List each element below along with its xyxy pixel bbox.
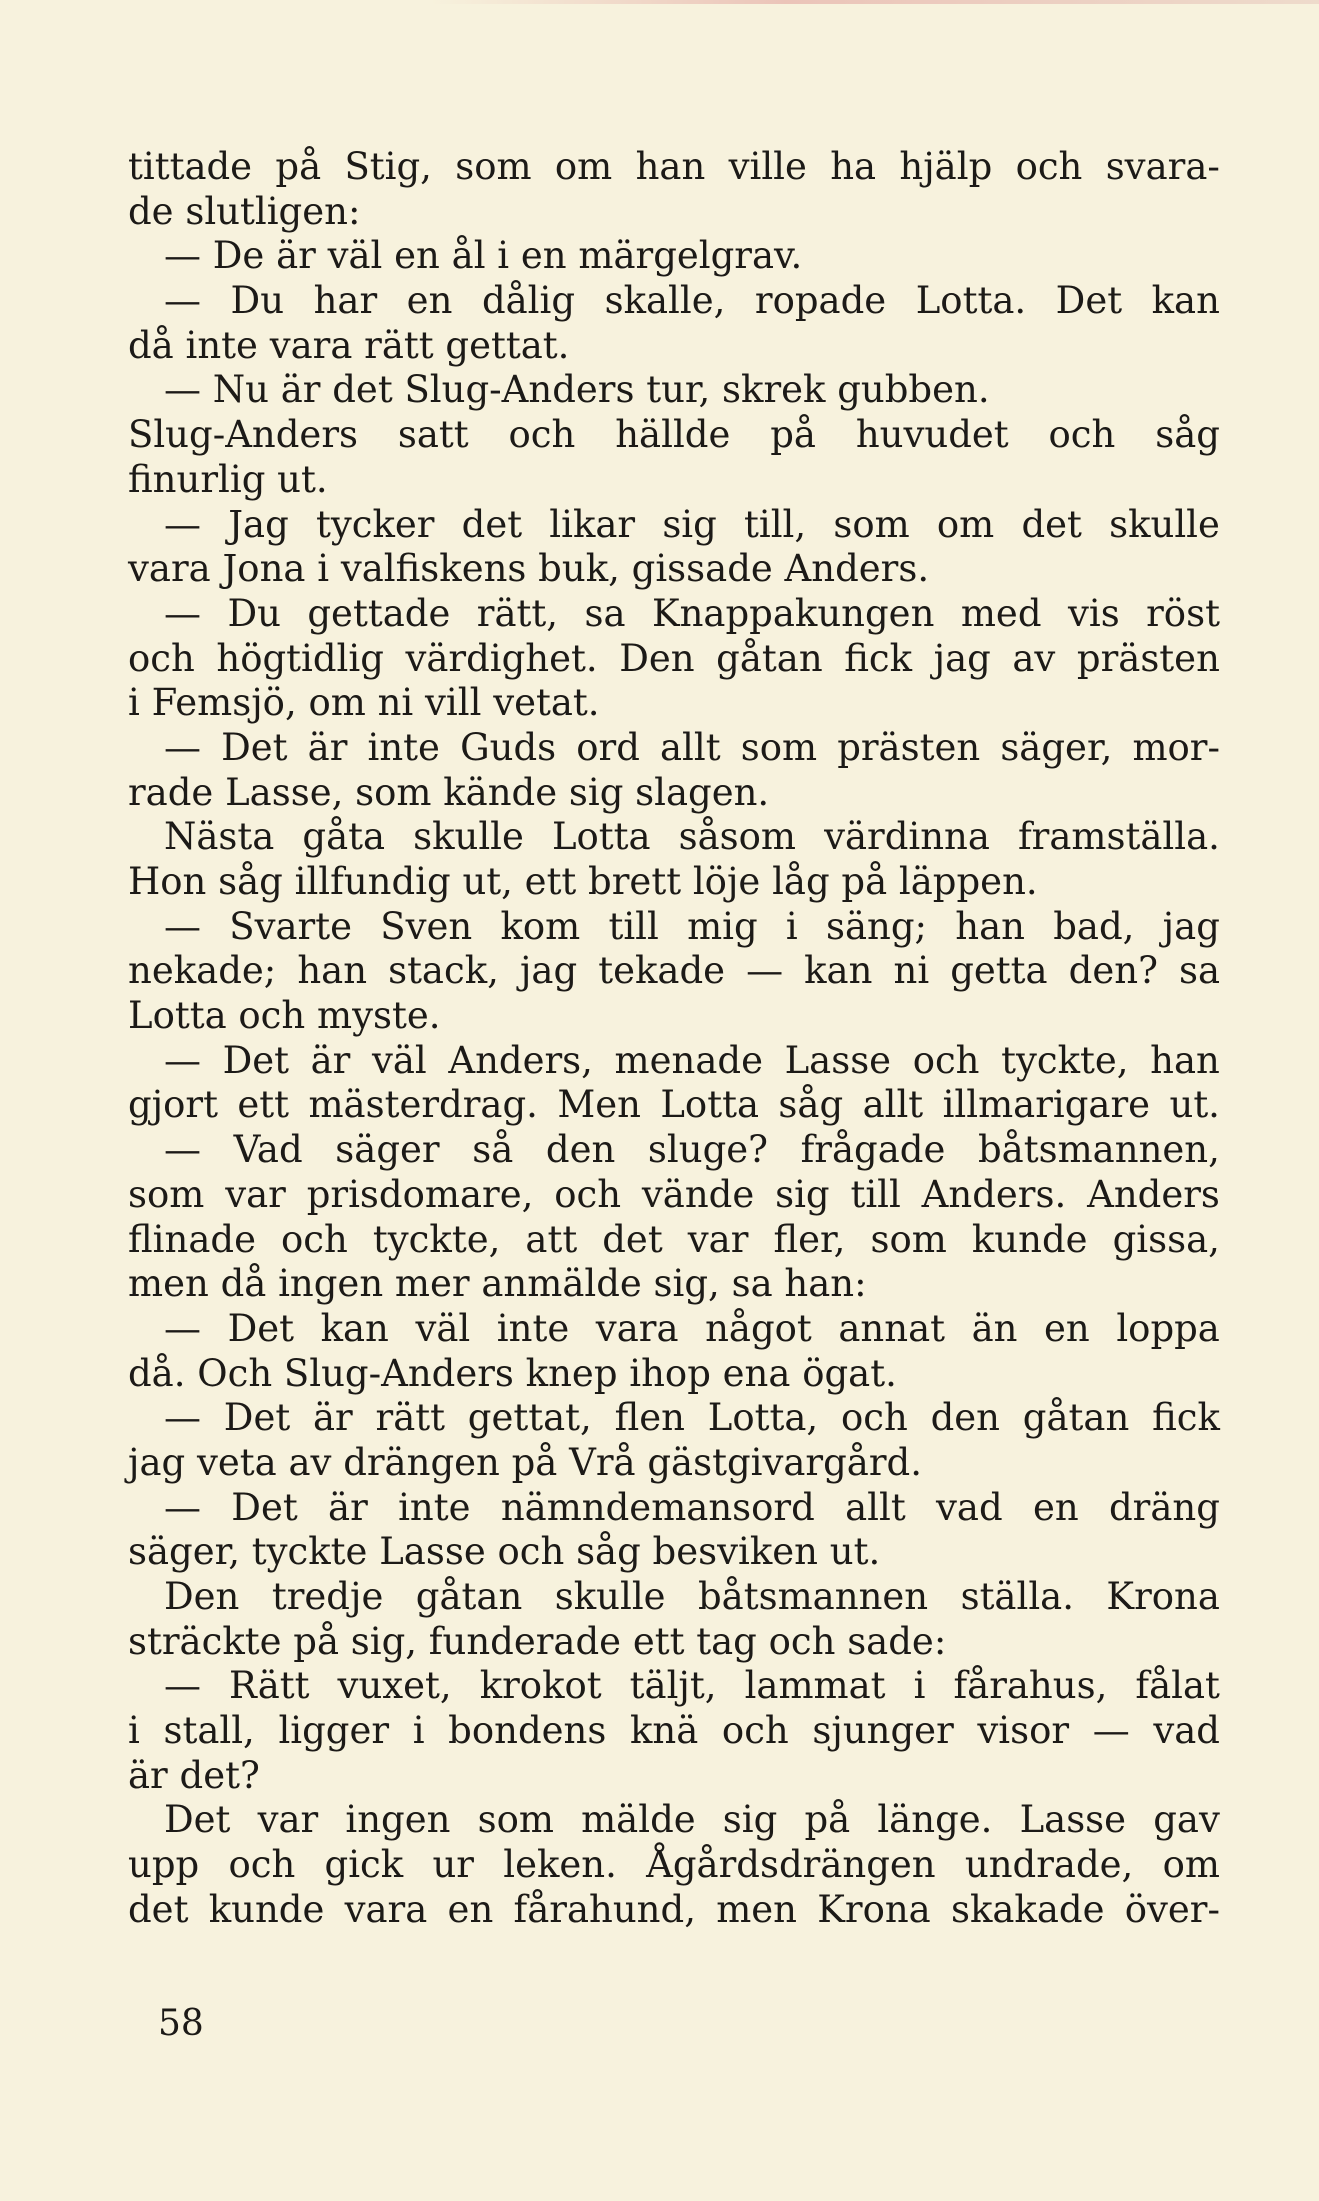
word: han — [955, 904, 1025, 948]
word: stack, — [388, 949, 499, 993]
word: kunde — [971, 1217, 1088, 1261]
body-text — [128, 145, 1220, 1933]
text-line — [128, 1798, 1220, 1843]
line-text: då inte vara rätt gettat. — [128, 323, 570, 367]
word: satt — [397, 413, 469, 457]
word: så — [472, 1128, 514, 1172]
line-text: — De är väl en ål i en märgelgrav. — [164, 234, 803, 278]
word: mästerdrag. — [308, 1083, 538, 1127]
word: på — [804, 1798, 851, 1842]
word: men — [716, 1887, 797, 1931]
word: kan — [320, 1306, 389, 1350]
word: svara- — [1105, 145, 1220, 188]
word: jag — [1162, 904, 1220, 948]
word: Anders, — [448, 1038, 593, 1082]
word: sa — [584, 591, 626, 635]
word: i — [785, 904, 798, 948]
text-line — [128, 368, 1220, 413]
word: gåta — [302, 815, 386, 859]
word: på — [275, 145, 322, 188]
word: allt — [660, 725, 721, 769]
word: i — [913, 1664, 926, 1708]
text-line — [128, 1530, 1220, 1575]
word: och — [840, 1396, 908, 1440]
word: han — [1150, 1038, 1220, 1082]
word: — — [164, 1128, 201, 1172]
word: fick — [844, 636, 913, 680]
word: till — [608, 904, 659, 948]
text-line — [128, 592, 1220, 637]
word: Sven — [380, 904, 473, 948]
word: Anders. — [921, 1172, 1067, 1216]
word: och — [721, 1709, 789, 1753]
word: båtsmannen, — [978, 1128, 1220, 1172]
word: inte — [398, 1485, 471, 1529]
word: visor — [977, 1709, 1070, 1753]
word: till — [850, 1172, 901, 1216]
word: gjort — [128, 1083, 218, 1127]
word: som — [740, 725, 818, 769]
text-line — [128, 1262, 1220, 1307]
text-line — [128, 1307, 1220, 1352]
word: krokot — [479, 1664, 602, 1708]
line-text: Hon såg illfundig ut, ett brett löje låg på läppen. — [128, 860, 1038, 903]
text-line — [128, 1218, 1220, 1263]
word: — — [164, 1396, 201, 1440]
word: om — [554, 145, 613, 188]
word: gick — [324, 1843, 404, 1887]
word: en — [1044, 1306, 1090, 1350]
line-text: — Nu är det Slug-Anders tur, skrek gubben. — [164, 368, 990, 412]
text-line — [128, 637, 1220, 682]
word: tyckte, — [1001, 1038, 1129, 1082]
word: Jag — [228, 502, 289, 546]
word: huvudet — [855, 413, 1009, 457]
word: i — [128, 1709, 140, 1753]
word: Guds — [460, 725, 557, 769]
word: dräng — [1109, 1485, 1220, 1529]
word: tredje — [271, 1575, 384, 1618]
word: prästen — [1076, 636, 1220, 680]
word: skulle — [413, 815, 524, 859]
word: mig — [687, 904, 758, 948]
word: Stig, — [344, 145, 432, 188]
word: ropade — [754, 279, 887, 323]
text-line — [128, 1173, 1220, 1218]
text-line — [128, 234, 1220, 279]
word: ord — [576, 725, 640, 769]
word: är — [307, 725, 348, 769]
word: Lasse — [784, 1038, 892, 1082]
word: säger, — [1000, 725, 1113, 769]
word: är — [310, 1038, 351, 1082]
word: — — [164, 1485, 201, 1529]
word: rätt — [375, 1396, 446, 1440]
word: allt — [845, 1485, 906, 1529]
line-text: är det? — [128, 1753, 260, 1797]
word: Lotta. — [915, 279, 1027, 323]
word: den? — [1068, 949, 1158, 993]
word: Slug-Anders — [128, 413, 359, 457]
word: kunde — [208, 1887, 325, 1931]
word: ville — [728, 145, 807, 188]
word: Det — [227, 1306, 294, 1350]
word: ni — [893, 949, 930, 993]
word: rätt, — [476, 591, 559, 635]
word: Rätt — [229, 1664, 310, 1708]
word: — — [164, 725, 201, 769]
word: och — [228, 1843, 296, 1887]
word: något — [705, 1306, 812, 1350]
text-line — [128, 1888, 1220, 1933]
word: — — [164, 904, 201, 948]
line-text: Lotta och myste. — [128, 994, 441, 1038]
text-line — [128, 145, 1220, 190]
text-line — [128, 1843, 1220, 1888]
word: som — [128, 1172, 205, 1216]
word: illmarigare — [942, 1083, 1151, 1127]
word: Krona — [1106, 1575, 1220, 1618]
word: länge. — [877, 1798, 993, 1842]
word: och — [1048, 413, 1116, 457]
word: — — [746, 949, 784, 993]
word: vad — [936, 1485, 1003, 1529]
word: Anders — [1087, 1172, 1220, 1216]
word: vände — [641, 1172, 755, 1216]
word: mor- — [1132, 725, 1220, 769]
word: den — [930, 1396, 1000, 1440]
word: — — [164, 1038, 201, 1082]
text-line — [128, 324, 1220, 369]
word: Knappakungen — [651, 591, 935, 635]
word: Det — [164, 1798, 231, 1842]
word: Den — [619, 636, 695, 680]
word: vad — [1153, 1709, 1220, 1753]
word: stall, — [163, 1709, 255, 1753]
word: kom — [500, 904, 581, 948]
word: allt — [862, 1083, 924, 1127]
word: den — [545, 1128, 616, 1172]
line-text: vara Jona i valfiskens buk, gissade Anders. — [128, 547, 930, 591]
word: var — [257, 1798, 319, 1842]
word: tittade — [128, 145, 253, 188]
word: inte — [367, 725, 440, 769]
word: likar — [549, 502, 636, 546]
page-number: 58 — [158, 2003, 204, 2044]
word: säng; — [826, 904, 928, 948]
word: att — [525, 1217, 578, 1261]
word: kan — [804, 949, 873, 993]
word: han — [635, 145, 706, 188]
word: Det — [223, 1396, 291, 1440]
text-line — [128, 413, 1220, 458]
word: ingen — [345, 1798, 451, 1842]
word: Lotta — [660, 1083, 760, 1127]
word: Krona — [817, 1887, 931, 1931]
word: ut. — [1169, 1083, 1220, 1127]
line-text: säger, tyckte Lasse och såg besviken ut. — [128, 1530, 881, 1574]
word: nekade; — [128, 949, 277, 993]
word: på — [770, 413, 816, 457]
word: nämndemansord — [500, 1485, 815, 1529]
word: och — [1015, 145, 1083, 188]
line-text: men då ingen mer anmälde sig, sa han: — [128, 1262, 867, 1306]
text-line — [128, 994, 1220, 1039]
word: som — [833, 502, 910, 546]
text-line — [128, 681, 1220, 726]
word: täljt, — [629, 1664, 717, 1708]
word: Men — [557, 1083, 641, 1127]
word: — — [1092, 1709, 1130, 1753]
word: ha — [830, 145, 877, 188]
text-line — [128, 815, 1220, 860]
word: skulle — [554, 1575, 666, 1618]
word: Du — [230, 279, 285, 323]
word: och — [281, 1217, 348, 1261]
word: högtidlig — [216, 636, 384, 680]
word: sa — [1178, 949, 1220, 993]
word: Det — [222, 1038, 290, 1082]
text-line — [128, 503, 1220, 548]
word: bondens — [448, 1709, 607, 1753]
word: var — [225, 1172, 286, 1216]
word: var — [687, 1217, 749, 1261]
line-text: i Femsjö, om ni vill vetat. — [128, 681, 600, 725]
word: värdighet. — [405, 636, 598, 680]
word: getta — [950, 949, 1048, 993]
word: såg — [1155, 413, 1220, 457]
word: leken. — [503, 1843, 617, 1887]
word: gåtan — [716, 636, 823, 680]
word: — — [164, 1664, 201, 1708]
text-line — [128, 279, 1220, 324]
word: Svarte — [229, 904, 352, 948]
word: lammat — [744, 1664, 886, 1708]
word: skakade — [950, 1887, 1105, 1931]
word: en — [406, 279, 453, 323]
word: flen — [614, 1396, 685, 1440]
word: i — [412, 1709, 425, 1753]
word: Ågårdsdrängen — [646, 1843, 936, 1887]
word: Den — [164, 1575, 240, 1618]
word: det — [461, 502, 523, 546]
word: det — [602, 1217, 663, 1261]
word: Lotta, — [707, 1396, 819, 1440]
word: har — [313, 279, 378, 323]
line-text: sträckte på sig, funderade ett tag och sade: — [128, 1619, 947, 1663]
text-line — [128, 1664, 1220, 1709]
text-line — [128, 860, 1220, 905]
word: vuxet, — [337, 1664, 452, 1708]
word: som — [870, 1217, 947, 1261]
text-line — [128, 726, 1220, 771]
word: väl — [371, 1038, 427, 1082]
word: värdinna — [824, 815, 990, 859]
word: Lotta — [551, 815, 651, 859]
page-top-edge — [430, 0, 1319, 4]
word: Det — [231, 1485, 298, 1529]
word: Nästa — [164, 815, 275, 859]
word: som — [477, 1798, 554, 1842]
line-text: rade Lasse, som kände sig slagen. — [128, 770, 770, 814]
word: Du — [227, 591, 281, 635]
text-line — [128, 1128, 1220, 1173]
line-text: de slutligen: — [128, 189, 361, 233]
word: gissa, — [1112, 1217, 1220, 1261]
word: fålat — [1135, 1664, 1220, 1708]
word: flinade — [128, 1217, 256, 1261]
word: om — [1162, 1843, 1220, 1887]
text-line — [128, 1352, 1220, 1397]
word: en — [447, 1887, 494, 1931]
word: — — [164, 1306, 201, 1350]
word: — — [164, 502, 201, 546]
word: loppa — [1116, 1306, 1220, 1350]
word: jag — [519, 949, 578, 993]
text-line — [128, 905, 1220, 950]
word: sjunger — [812, 1709, 954, 1753]
word: väl — [415, 1306, 471, 1350]
word: om — [936, 502, 995, 546]
word: och — [912, 1038, 980, 1082]
word: hjälp — [899, 145, 993, 188]
word: inte — [496, 1306, 570, 1350]
word: säger — [335, 1128, 440, 1172]
word: sig — [775, 1172, 830, 1216]
word: kan — [1151, 279, 1220, 323]
text-line — [128, 1441, 1220, 1486]
word: upp — [128, 1843, 200, 1887]
word: fler, — [773, 1217, 846, 1261]
word: röst — [1146, 591, 1220, 635]
word: och — [508, 413, 576, 457]
line-text: jag veta av drängen på Vrå gästgivargård. — [128, 1440, 923, 1484]
word: ställa. — [960, 1575, 1074, 1618]
word: av — [1012, 636, 1056, 680]
word: mälde — [581, 1798, 696, 1842]
word: prästen — [837, 725, 981, 769]
word: — — [164, 591, 201, 635]
word: gåtan — [415, 1575, 523, 1618]
word: det — [1021, 502, 1082, 546]
word: vara — [595, 1306, 679, 1350]
word: gåtan — [1022, 1396, 1130, 1440]
text-line — [128, 771, 1220, 816]
word: en — [1032, 1485, 1079, 1529]
word: fårahus, — [953, 1664, 1108, 1708]
text-line — [128, 190, 1220, 235]
word: Vad — [233, 1128, 303, 1172]
text-line — [128, 1620, 1220, 1665]
word: undrade, — [964, 1843, 1134, 1887]
word: fårahund, — [513, 1887, 696, 1931]
word: som — [455, 145, 532, 188]
word: han — [297, 949, 368, 993]
word: ett — [237, 1083, 290, 1127]
word: fick — [1152, 1396, 1220, 1440]
word: prisdomare, — [306, 1172, 534, 1216]
word: Lasse — [1019, 1798, 1127, 1842]
word: — — [164, 279, 201, 323]
word: menade — [614, 1038, 763, 1082]
word: hällde — [615, 413, 731, 457]
text-line — [128, 1486, 1220, 1531]
word: båtsmannen — [698, 1575, 929, 1618]
text-line — [128, 1754, 1220, 1799]
word: Det — [1055, 279, 1123, 323]
word: gettat, — [467, 1396, 592, 1440]
word: det — [128, 1887, 189, 1931]
text-line — [128, 547, 1220, 592]
word: dålig — [481, 279, 576, 323]
line-text: finurlig ut. — [128, 457, 328, 501]
word: över- — [1124, 1887, 1220, 1931]
word: med — [960, 591, 1042, 635]
text-line — [128, 1709, 1220, 1754]
word: såg — [778, 1083, 844, 1127]
word: tyckte, — [372, 1217, 501, 1261]
word: frågade — [800, 1128, 946, 1172]
word: vis — [1067, 591, 1120, 635]
word: till, — [744, 502, 807, 546]
word: är — [313, 1396, 353, 1440]
word: sig — [662, 502, 717, 546]
word: sig — [722, 1798, 778, 1842]
word: framställa. — [1017, 815, 1220, 859]
text-line — [128, 458, 1220, 503]
word: ur — [432, 1843, 474, 1887]
word: tekade — [598, 949, 726, 993]
word: skulle — [1109, 502, 1220, 546]
word: gettade — [307, 591, 451, 635]
word: än — [971, 1306, 1018, 1350]
text-line — [128, 1396, 1220, 1441]
word: skalle, — [604, 279, 726, 323]
word: ligger — [278, 1709, 390, 1753]
word: tycker — [315, 502, 435, 546]
word: gav — [1153, 1798, 1220, 1842]
word: sluge? — [647, 1128, 768, 1172]
word: Det — [221, 725, 288, 769]
word: vara — [344, 1887, 428, 1931]
text-line — [128, 1039, 1220, 1084]
word: och — [128, 636, 195, 680]
text-line — [128, 949, 1220, 994]
word: jag — [933, 636, 991, 680]
line-text: då. Och Slug-Anders knep ihop ena ögat. — [128, 1351, 897, 1395]
word: knä — [629, 1709, 699, 1753]
word: såsom — [678, 815, 797, 859]
word: är — [328, 1485, 368, 1529]
word: och — [554, 1172, 622, 1216]
text-line — [128, 1575, 1220, 1620]
word: bad, — [1053, 904, 1135, 948]
text-line — [128, 1083, 1220, 1128]
word: annat — [838, 1306, 946, 1350]
